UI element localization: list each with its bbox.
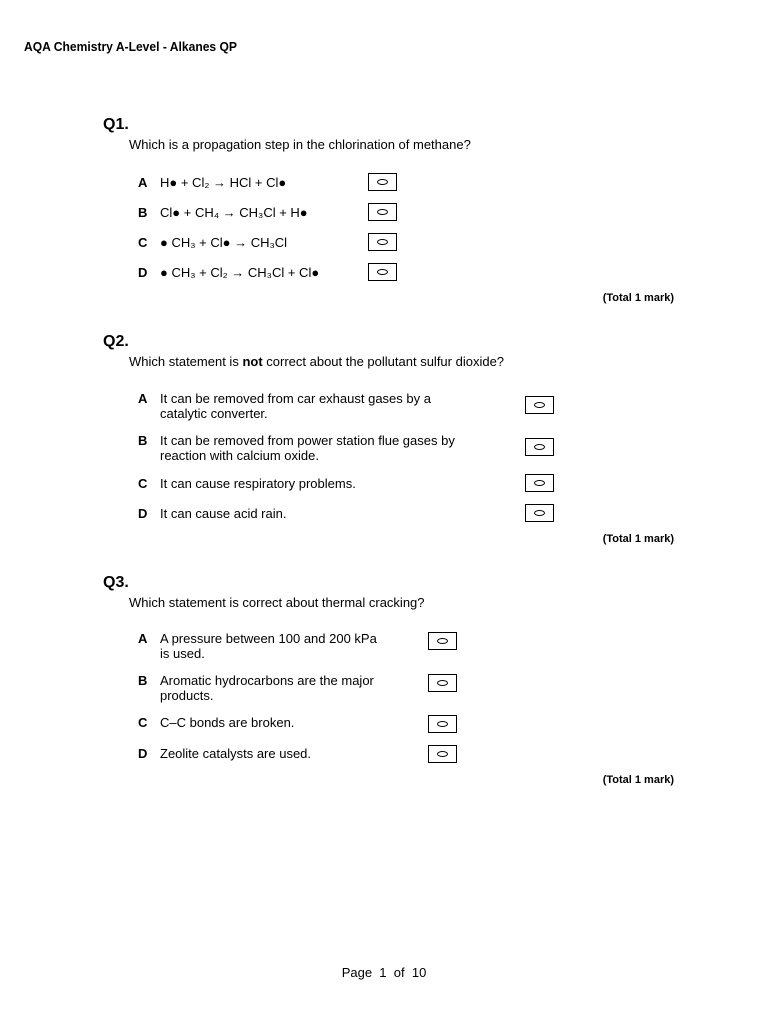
answer-oval-icon (437, 680, 448, 686)
page-of-label: of (393, 965, 405, 980)
question-3-stem: Which statement is correct about thermal cracking? (129, 595, 425, 610)
page-total: 10 (411, 965, 427, 980)
q2-stem-post: correct about the pollutant sulfur dioxide? (262, 354, 505, 369)
answer-oval-icon (377, 209, 388, 215)
q3-total-mark: (Total 1 mark) (602, 774, 674, 786)
q2-option-c-text: It can cause respiratory problems. (160, 476, 356, 491)
q1-option-b-answer-box[interactable] (368, 203, 397, 221)
q2-option-b-letter: B (138, 433, 148, 448)
q3-option-c-text: C–C bonds are broken. (160, 715, 295, 730)
q1-option-c-text: ● CH₃ + Cl● → CH₃Cl (160, 235, 288, 250)
q3-option-b-text (160, 673, 374, 703)
q1-option-c-answer-box[interactable] (368, 233, 397, 251)
answer-oval-icon (437, 638, 448, 644)
q2-option-b-line2: reaction with calcium oxide. (160, 448, 319, 463)
answer-oval-icon (377, 179, 388, 185)
q1-option-a-text: H● + Cl₂ → HCl + Cl● (160, 175, 287, 190)
q1-option-b-letter: B (138, 205, 148, 220)
q2-option-a-line2: catalytic converter. (160, 406, 268, 421)
q2-option-a-text (160, 391, 431, 421)
answer-oval-icon (377, 239, 388, 245)
q1-option-a-answer-box[interactable] (368, 173, 397, 191)
answer-oval-icon (437, 751, 448, 757)
q2-stem-pre: Which statement is (129, 354, 243, 369)
q2-stem-emphasis: not (242, 354, 263, 369)
q2-option-b-answer-box[interactable] (525, 438, 554, 456)
page-label: Page (341, 965, 373, 980)
q1-option-d-letter: D (138, 265, 148, 280)
q3-option-a-answer-box[interactable] (428, 632, 457, 650)
q3-option-b-answer-box[interactable] (428, 674, 457, 692)
q2-option-a-line1: It can be removed from car exhaust gases by a (160, 391, 431, 406)
answer-oval-icon (534, 444, 545, 450)
q3-option-d-letter: D (138, 746, 148, 761)
q2-option-b-line1: It can be removed from power station flue gases by (160, 433, 455, 448)
page-current: 1 (379, 965, 387, 980)
answer-oval-icon (534, 402, 545, 408)
q1-option-d-text: ● CH₃ + Cl₂ → CH₃Cl + Cl● (160, 265, 320, 280)
q2-option-d-text: It can cause acid rain. (160, 506, 287, 521)
question-2-stem (129, 354, 504, 369)
q3-option-a-letter: A (138, 631, 148, 646)
q3-option-c-answer-box[interactable] (428, 715, 457, 733)
q3-option-d-text: Zeolite catalysts are used. (160, 746, 312, 761)
q2-option-c-answer-box[interactable] (525, 474, 554, 492)
answer-oval-icon (534, 480, 545, 486)
q3-option-d-answer-box[interactable] (428, 745, 457, 763)
q3-option-a-line2: is used. (160, 646, 205, 661)
q3-option-b-letter: B (138, 673, 148, 688)
question-1-stem: Which is a propagation step in the chlorination of methane? (129, 137, 471, 152)
q3-option-c-letter: C (138, 715, 148, 730)
question-3-number: Q3. (103, 574, 129, 591)
answer-oval-icon (377, 269, 388, 275)
q1-option-d-answer-box[interactable] (368, 263, 397, 281)
q3-option-b-line2: products. (160, 688, 214, 703)
q2-option-a-answer-box[interactable] (525, 396, 554, 414)
q1-option-a-letter: A (138, 175, 148, 190)
q2-option-a-letter: A (138, 391, 148, 406)
q2-option-d-answer-box[interactable] (525, 504, 554, 522)
q2-option-c-letter: C (138, 476, 148, 491)
answer-oval-icon (534, 510, 545, 516)
page-footer (0, 965, 768, 980)
q2-total-mark: (Total 1 mark) (602, 533, 674, 545)
question-1-number: Q1. (103, 116, 129, 133)
q3-option-a-line1: A pressure between 100 and 200 kPa (160, 631, 377, 646)
q3-option-b-line1: Aromatic hydrocarbons are the major (160, 673, 374, 688)
q1-option-c-letter: C (138, 235, 148, 250)
q2-option-b-text (160, 433, 455, 463)
answer-oval-icon (437, 721, 448, 727)
q2-option-d-letter: D (138, 506, 148, 521)
question-2-number: Q2. (103, 333, 129, 350)
q1-total-mark: (Total 1 mark) (602, 292, 674, 304)
q1-option-b-text: Cl● + CH₄ → CH₃Cl + H● (160, 205, 308, 220)
document-header: AQA Chemistry A-Level - Alkanes QP (24, 39, 237, 54)
q3-option-a-text (160, 631, 377, 661)
